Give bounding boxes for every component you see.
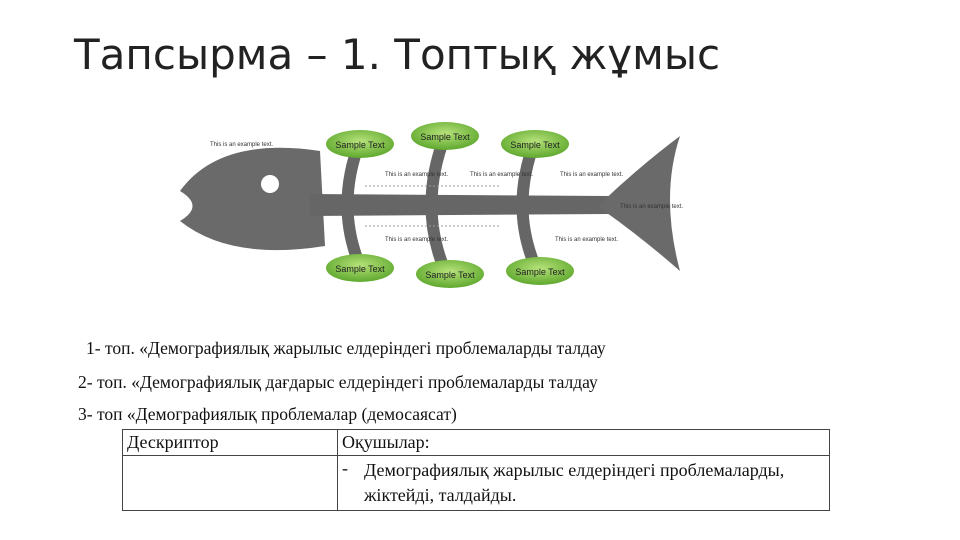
svg-text:Sample Text: Sample Text — [515, 267, 565, 277]
group-3-task: 3- топ «Демографиялық проблемалар (демосаясат) — [78, 404, 457, 424]
fish-eye — [261, 175, 279, 193]
note-1: This is an example text. — [210, 142, 274, 148]
note-5: This is an example text. — [620, 204, 684, 210]
group-1-task: 1- топ. «Демографиялық жарылыс елдеріндегі проблемаларды талдау — [86, 338, 606, 358]
bubble-top-1 — [326, 130, 394, 158]
note-3: This is an example text. — [470, 172, 534, 178]
table-row — [123, 456, 830, 511]
bubble-top-3 — [501, 130, 569, 158]
bubble-top-2 — [411, 122, 479, 150]
descriptor-header: Дескриптор — [123, 430, 338, 456]
bubble-bottom-3 — [506, 257, 574, 285]
descriptor-table — [122, 429, 830, 511]
slide-title: Тапсырма – 1. Топтық жұмыс — [74, 30, 721, 79]
students-header: Оқушылар: — [338, 430, 830, 456]
fish-spine — [310, 194, 610, 216]
fishbone-diagram — [160, 96, 700, 316]
note-2: This is an example text. — [385, 172, 449, 178]
group-2-task: 2- топ. «Демографиялық дағдарыс елдеріндегі проблемаларды талдау — [78, 372, 598, 392]
note-4: This is an example text. — [560, 172, 624, 178]
svg-text:Sample Text: Sample Text — [420, 132, 470, 142]
note-6: This is an example text. — [385, 237, 449, 243]
fish-head — [180, 148, 325, 250]
table-header-row — [123, 430, 830, 456]
bullet-dash: - — [342, 458, 348, 478]
bubble-label: Sample Text — [335, 140, 385, 150]
bubble-bottom-2 — [416, 260, 484, 288]
svg-text:Sample Text: Sample Text — [335, 264, 385, 274]
svg-text:Sample Text: Sample Text — [425, 270, 475, 280]
bubble-bottom-1 — [326, 254, 394, 282]
descriptor-text: Демографиялық жарылыс елдеріндегі проблемаларды, жіктейді, талдайды. — [364, 460, 785, 505]
descriptor-cell — [338, 456, 830, 511]
svg-text:Sample Text: Sample Text — [510, 140, 560, 150]
empty-cell — [123, 456, 338, 511]
note-7: This is an example text. — [555, 237, 619, 243]
